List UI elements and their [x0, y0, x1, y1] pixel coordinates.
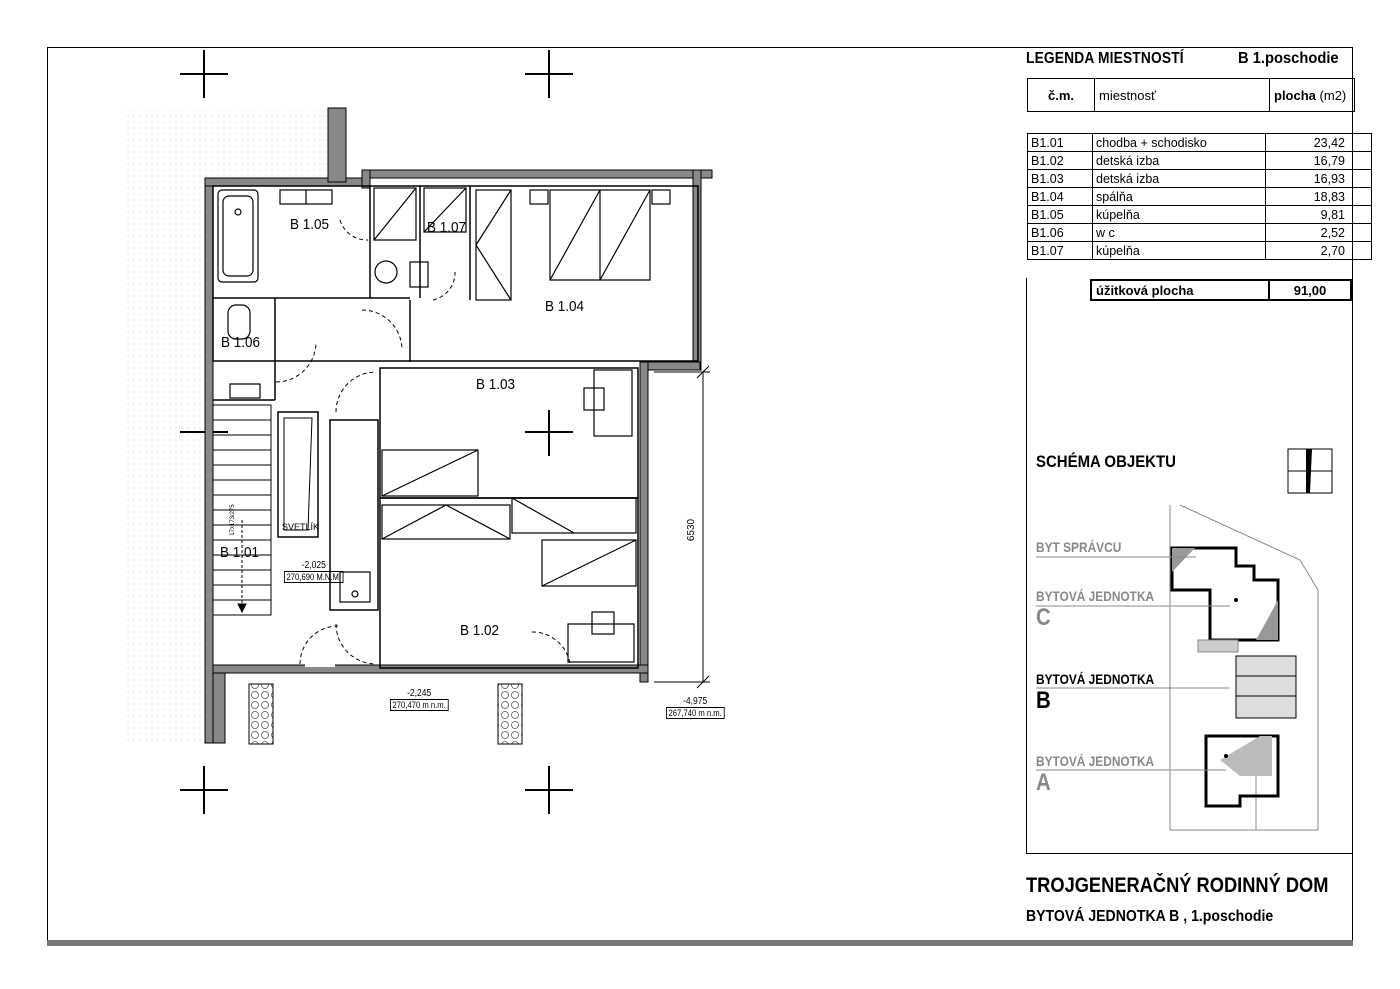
level-mark: -2,245 270,470 m n.m.	[390, 688, 448, 711]
legend-header-table	[1027, 78, 1355, 112]
room-label-b107: B 1.07	[427, 219, 467, 236]
legend-room-row	[1028, 134, 1372, 152]
room-label-b101: B 1.01	[220, 544, 260, 561]
room-id: B1.07	[1028, 242, 1093, 260]
total-value: 91,00	[1269, 280, 1351, 300]
inner-walls	[213, 186, 698, 668]
room-name: w c	[1093, 224, 1266, 242]
title-sub: BYTOVÁ JEDNOTKA B , 1.poschodie	[1026, 908, 1274, 925]
room-name: kúpelňa	[1093, 206, 1266, 224]
room-area: 9,81	[1266, 206, 1372, 224]
room-label-b106: B 1.06	[221, 334, 261, 351]
legend-room-row	[1028, 188, 1372, 206]
bedroom-furniture	[476, 190, 670, 300]
schema-title: SCHÉMA OBJEKTU	[1036, 452, 1176, 471]
legend-room-row	[1028, 170, 1372, 188]
level-mark: -2,025 270,690 M.N.M.	[284, 560, 344, 583]
legend-room-row	[1028, 242, 1372, 260]
room-id: B1.05	[1028, 206, 1093, 224]
room-id: B1.06	[1028, 224, 1093, 242]
room-label-b103: B 1.03	[476, 376, 516, 393]
unit-letter-c: C	[1036, 604, 1051, 631]
children-room-furniture	[382, 370, 636, 662]
room-id: B1.02	[1028, 152, 1093, 170]
room-area: 18,83	[1266, 188, 1372, 206]
skylight	[284, 418, 312, 530]
stairs-note: 17x173/275	[230, 504, 236, 536]
legend-rooms-table	[1027, 133, 1372, 260]
unit-letter-b: B	[1036, 687, 1051, 714]
room-area: 2,70	[1266, 242, 1372, 260]
terrain-hatch	[125, 110, 205, 745]
dimension-line	[654, 366, 710, 688]
title-main: TROJGENERAČNÝ RODINNÝ DOM	[1026, 874, 1329, 897]
unit-label-b: BYTOVÁ JEDNOTKA	[1036, 671, 1155, 687]
unit-label-a: BYTOVÁ JEDNOTKA	[1036, 753, 1155, 769]
legend-floor: B 1.poschodie	[1238, 50, 1339, 67]
room-label-b104: B 1.04	[545, 298, 585, 315]
room-name: spálňa	[1093, 188, 1266, 206]
room-name: detská izba	[1093, 152, 1266, 170]
room-name: chodba + schodisko	[1093, 134, 1266, 152]
terrain-hatch	[205, 110, 330, 180]
pillar-right	[498, 684, 522, 744]
legend-room-row	[1028, 224, 1372, 242]
legend-room-row	[1028, 206, 1372, 224]
room-area: 2,52	[1266, 224, 1372, 242]
outer-walls	[205, 108, 712, 743]
legend-head-area: plocha (m2)	[1270, 79, 1355, 112]
room-area: 23,42	[1266, 134, 1372, 152]
legend-title: LEGENDA MIESTNOSTÍ	[1026, 50, 1184, 67]
total-label: úžitková plocha	[1091, 280, 1269, 300]
room-name: kúpelňa	[1093, 242, 1266, 260]
unit-label-admin: BYT SPRÁVCU	[1036, 539, 1122, 555]
staircase	[213, 405, 271, 615]
legend-head-room: miestnosť	[1095, 79, 1270, 112]
legend-head-cm: č.m.	[1028, 79, 1095, 112]
room-area: 16,79	[1266, 152, 1372, 170]
room-area: 16,93	[1266, 170, 1372, 188]
room-id: B1.01	[1028, 134, 1093, 152]
pillar-left	[249, 684, 273, 744]
room-id: B1.03	[1028, 170, 1093, 188]
dimension-label: 6530	[686, 518, 697, 542]
unit-letter-a: A	[1036, 769, 1051, 796]
room-id: B1.04	[1028, 188, 1093, 206]
skylight-label: SVETLÍK	[282, 522, 320, 532]
room-label-b102: B 1.02	[460, 622, 500, 639]
level-mark: -4,975 267,740 m n.m.	[666, 696, 724, 719]
legend-room-row	[1028, 152, 1372, 170]
unit-label-c: BYTOVÁ JEDNOTKA	[1036, 588, 1155, 604]
room-label-b105: B 1.05	[290, 216, 330, 233]
room-name: detská izba	[1093, 170, 1266, 188]
